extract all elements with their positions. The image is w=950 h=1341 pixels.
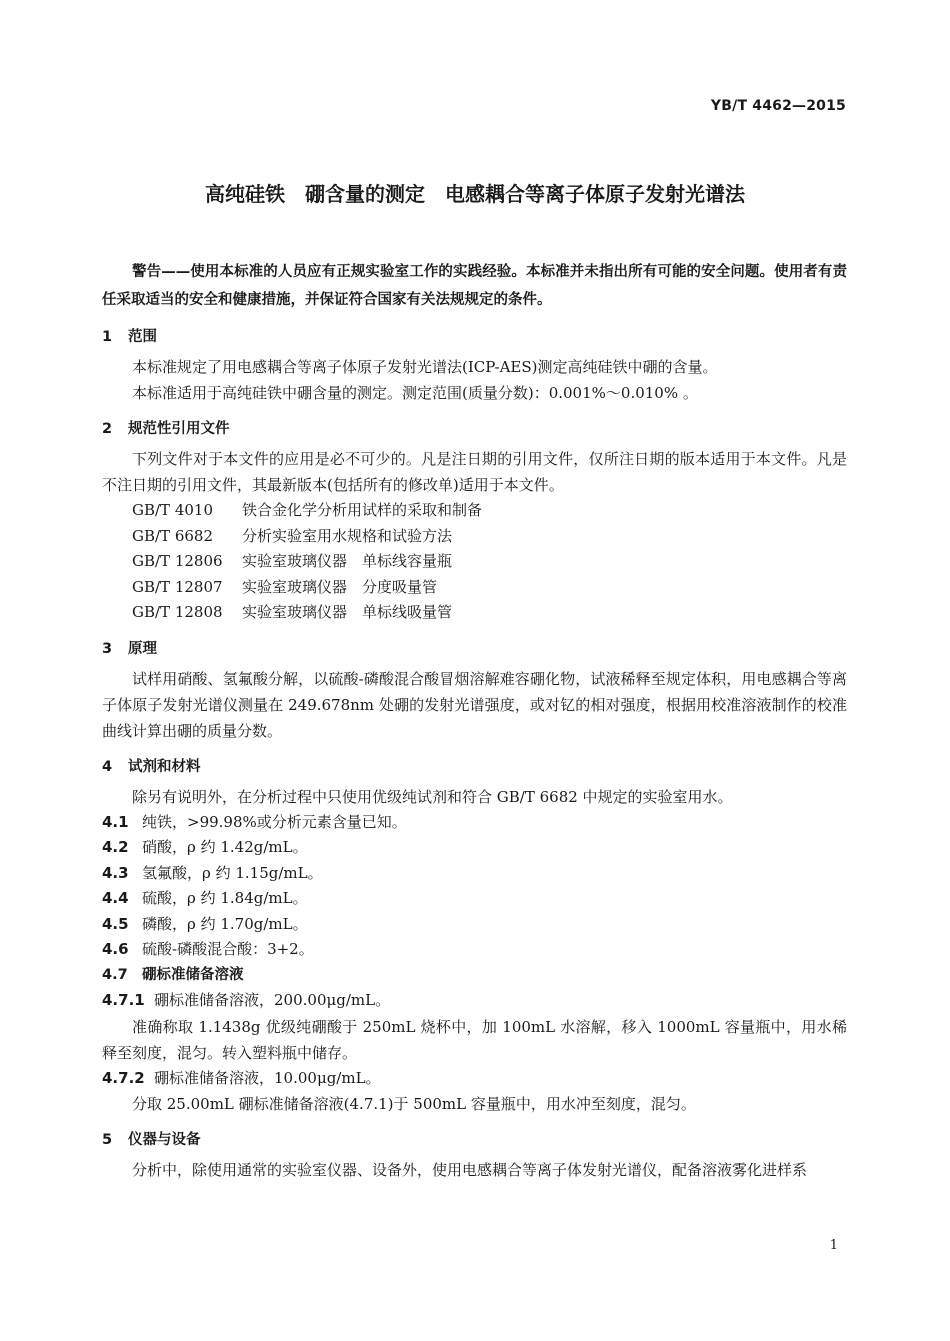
section-4-heading: 4 试剂和材料 bbox=[102, 758, 201, 775]
section-2-paragraph: 下列文件对于本文件的应用是必不可少的。凡是注日期的引用文件，仅所注日期的版本适用于本文件。凡是不注日期的引用文件，其最新版本(包括所有的修改单)适用于本文件。 bbox=[102, 450, 847, 494]
subsection-4-7-2: 4.7.2 硼标准储备溶液，10.00μg/mL。 bbox=[102, 1068, 381, 1087]
reagent-item: 4.6 硫酸-磷酸混合酸：3+2。 bbox=[102, 940, 314, 958]
warning-paragraph: 警告——使用本标准的人员应有正规实验室工作的实践经验。本标准并未指出所有可能的安全问题。使用者有责任采取适当的安全和健康措施，并保证符合国家有关法规规定的条件。 bbox=[102, 264, 847, 308]
section-2-heading: 2 规范性引用文件 bbox=[102, 421, 230, 437]
reference-item: GB/T 12806 实验室玻璃仪器 单标线容量瓶 bbox=[132, 552, 453, 570]
reagent-item: 4.5 磷酸，ρ 约 1.70g/mL。 bbox=[102, 914, 308, 933]
section-1-paragraph: 本标准规定了用电感耦合等离子体原子发射光谱法(ICP-AES)测定高纯硅铁中硼的含量。 bbox=[132, 358, 718, 376]
document-title: 高纯硅铁 硼含量的测定 电感耦合等离子体原子发射光谱法 bbox=[205, 182, 745, 206]
section-3-paragraph: 试样用硝酸、氢氟酸分解，以硫酸-磷酸混合酸冒烟溶解难容硼化物，试液稀释至规定体积，用电感耦合等离子体原子发射光谱仪测量在 249.678nm 处硼的发射光谱强度，或对钇的相对强度，根据用校准溶液制作的校准曲线计算出硼的质量分数。 bbox=[102, 669, 847, 740]
subsection-4-7-1: 4.7.1 硼标准储备溶液，200.00μg/mL。 bbox=[102, 991, 391, 1009]
subsection-4-7-2-paragraph: 分取 25.00mL 硼标准储备溶液(4.7.1)于 500mL 容量瓶中，用水冲至刻度，混匀。 bbox=[132, 1095, 696, 1113]
reference-item: GB/T 4010 铁合金化学分析用试样的采取和制备 bbox=[132, 501, 483, 519]
reference-item: GB/T 12807 实验室玻璃仪器 分度吸量管 bbox=[132, 577, 438, 596]
section-1-heading: 1 范围 bbox=[102, 329, 157, 345]
reagent-item: 4.1 纯铁，>99.98%或分析元素含量已知。 bbox=[102, 812, 407, 831]
reference-item: GB/T 6682 分析实验室用水规格和试验方法 bbox=[132, 526, 453, 545]
subsection-4-7-1-paragraph: 准确称取 1.1438g 优级纯硼酸于 250mL 烧杯中，加 100mL 水溶解，移入 1000mL 容量瓶中，用水稀释至刻度，混匀。转入塑料瓶中储存。 bbox=[102, 1017, 847, 1062]
reagent-item: 4.3 氢氟酸，ρ 约 1.15g/mL。 bbox=[102, 863, 323, 882]
reference-item: GB/T 12808 实验室玻璃仪器 单标线吸量管 bbox=[132, 603, 453, 621]
reagent-item: 4.2 硝酸，ρ 约 1.42g/mL。 bbox=[102, 838, 308, 856]
section-5-heading: 5 仪器与设备 bbox=[102, 1132, 201, 1148]
subsection-4-7-heading: 4.7 硼标准储备溶液 bbox=[102, 966, 244, 983]
document-body bbox=[102, 258, 847, 1183]
reagent-item: 4.4 硫酸，ρ 约 1.84g/mL。 bbox=[102, 889, 308, 907]
standard-code: YB/T 4462—2015 bbox=[710, 98, 846, 114]
section-3-heading: 3 原理 bbox=[102, 640, 157, 657]
section-4-paragraph: 除另有说明外，在分析过程中只使用优级纯试剂和符合 GB/T 6682 中规定的实验室用水。 bbox=[132, 787, 733, 806]
section-1-paragraph: 本标准适用于高纯硅铁中硼含量的测定。测定范围(质量分数)：0.001%～0.010% 。 bbox=[132, 384, 698, 402]
page-number: 1 bbox=[829, 1238, 838, 1253]
section-5-paragraph: 分析中，除使用通常的实验室仪器、设备外，使用电感耦合等离子体发射光谱仪，配备溶液雾化进样系 bbox=[132, 1161, 808, 1179]
